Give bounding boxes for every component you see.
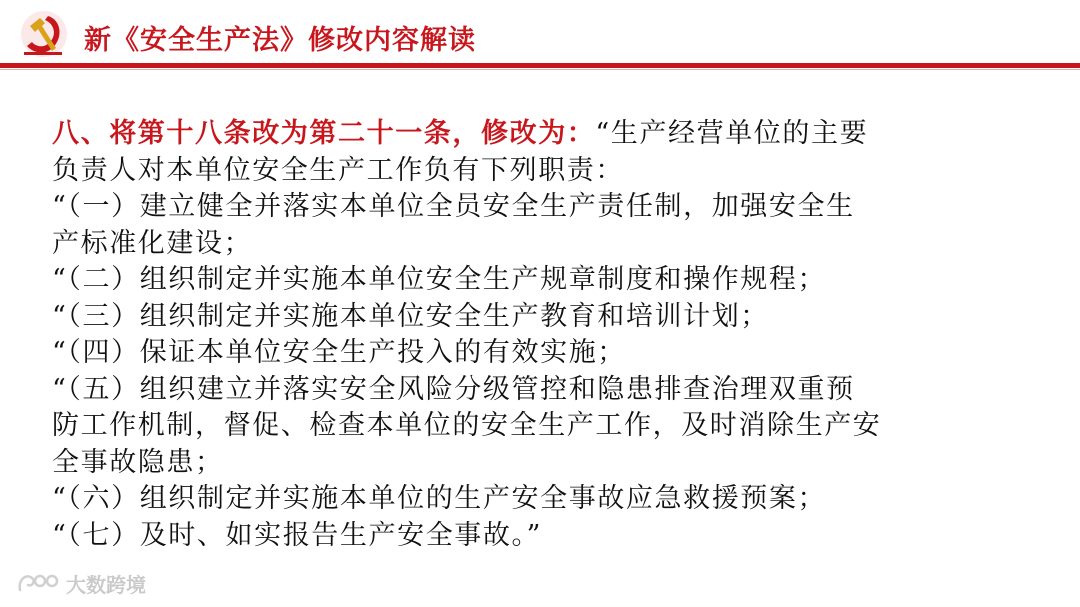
article-line-3: “（一）建立健全并落实本单位全员安全生产责任制，加强安全生 [52,191,855,222]
header-divider [0,63,1080,68]
article-line-2: 负责人对本单位安全生产工作负有下列职责： [52,154,624,186]
watermark-text: 大数跨境 [66,572,146,597]
article-line-8: “（五）组织建立并落实安全风险分级管控和隐患排查治理双重预 [52,373,855,405]
lead-heading: 八、将第十八条改为第二十一条，修改为： [52,118,596,149]
article-line-7: “（四）保证本单位安全生产投入的有效实施； [52,337,626,368]
slide-header [0,0,1080,62]
article-line-11: “（六）组织制定并实施本单位的生产安全事故应急救援预案； [52,483,827,514]
article-line-9: 防工作机制，督促、检查本单位的安全生产工作，及时消除生产安 [52,410,882,441]
article-line-10: 全事故隐患； [52,446,224,478]
article-body [52,116,1012,554]
article-line-6: “（三）组织制定并实施本单位安全生产教育和培训计划； [52,300,769,332]
page-title: 新《安全生产法》修改内容解读 [84,25,476,56]
header-divider-thin [0,69,1080,70]
brand-logo-icon [16,570,60,596]
article-line-4: 产标准化建设； [52,227,253,259]
article-line-12: “（七）及时、如实报告生产安全事故。” [52,519,543,551]
article-text: “生产经营单位的主要 [595,118,869,149]
article-line-5: “（二）组织制定并实施本单位安全生产规章制度和操作规程； [52,264,827,295]
article-line-1 [52,116,1012,153]
party-emblem-icon [18,8,70,60]
watermark [16,568,146,598]
